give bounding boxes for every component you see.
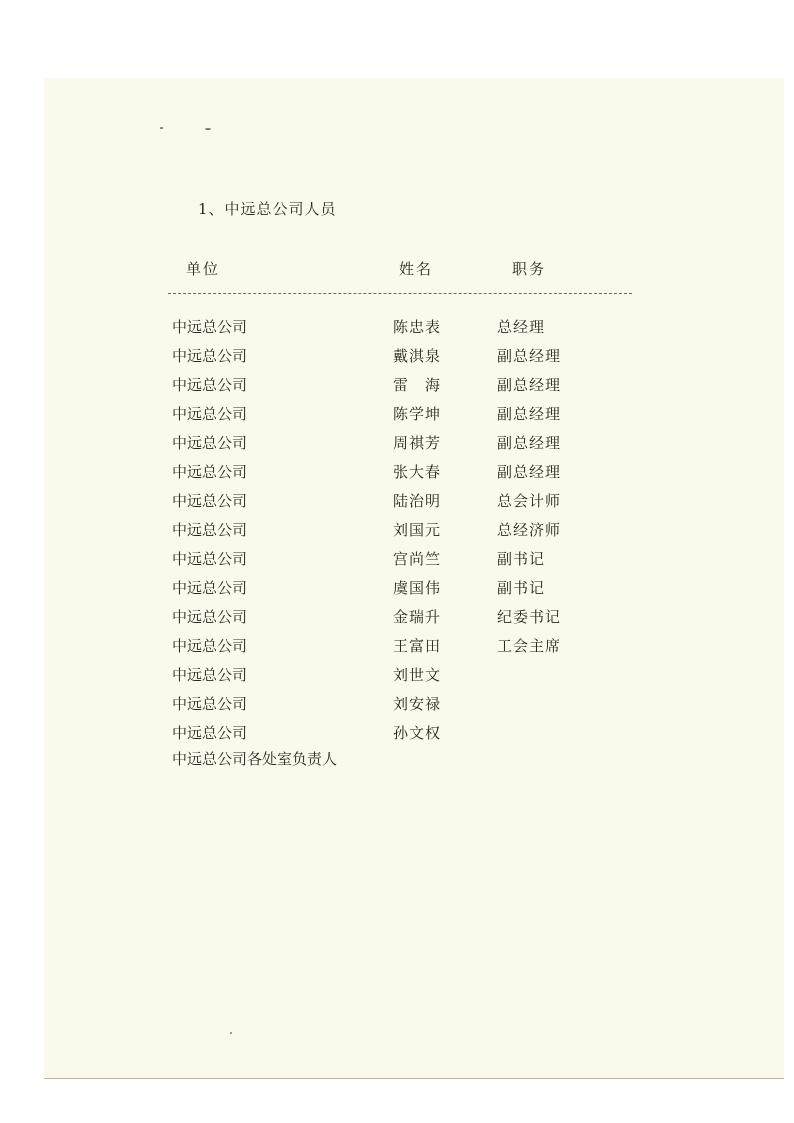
table-row (0, 403, 794, 432)
table-row (0, 490, 794, 519)
column-header-unit: 单位 (186, 260, 221, 278)
table-row (0, 316, 794, 345)
unit-cell: 中远总公司 (172, 608, 248, 626)
name-cell: 周祺芳 (393, 434, 442, 452)
title-cell: 总经济师 (497, 521, 562, 539)
scan-speck (230, 1032, 232, 1034)
unit-cell: 中远总公司 (172, 521, 248, 539)
name-cell: 戴淇泉 (393, 347, 442, 365)
table-row (0, 374, 794, 403)
footer-line: 中远总公司各处室负责人 (172, 750, 338, 768)
header-divider (168, 293, 632, 294)
name-cell: 虞国伟 (393, 579, 442, 597)
unit-cell: 中远总公司 (172, 376, 248, 394)
name-cell: 刘安禄 (393, 695, 442, 713)
unit-cell: 中远总公司 (172, 579, 248, 597)
unit-cell: 中远总公司 (172, 318, 248, 336)
name-cell: 孙文权 (393, 724, 442, 742)
name-cell: 陈忠表 (393, 318, 442, 336)
unit-cell: 中远总公司 (172, 637, 248, 655)
column-header-title: 职务 (512, 260, 547, 278)
table-row (0, 722, 794, 751)
name-cell: 刘国元 (393, 521, 442, 539)
title-cell: 副总经理 (497, 376, 562, 394)
table-row (0, 548, 794, 577)
unit-cell: 中远总公司 (172, 550, 248, 568)
title-cell: 副总经理 (497, 434, 562, 452)
unit-cell: 中远总公司 (172, 405, 248, 423)
title-cell: 副总经理 (497, 463, 562, 481)
name-cell: 刘世文 (393, 666, 442, 684)
title-cell: 副总经理 (497, 347, 562, 365)
unit-cell: 中远总公司 (172, 347, 248, 365)
unit-cell: 中远总公司 (172, 492, 248, 510)
name-cell: 宫尚竺 (393, 550, 442, 568)
title-cell: 总经理 (497, 318, 546, 336)
table-row (0, 664, 794, 693)
table-row (0, 693, 794, 722)
name-cell: 雷 海 (393, 376, 442, 394)
table-row (0, 635, 794, 664)
table-row (0, 606, 794, 635)
title-cell: 副总经理 (497, 405, 562, 423)
table-row (0, 432, 794, 461)
column-header-name: 姓名 (399, 260, 434, 278)
table-row (0, 577, 794, 606)
name-cell: 陆治明 (393, 492, 442, 510)
table-row (0, 345, 794, 374)
name-cell: 张大春 (393, 463, 442, 481)
table-row (0, 519, 794, 548)
title-cell: 总会计师 (497, 492, 562, 510)
name-cell: 王富田 (393, 637, 442, 655)
section-heading: 1、中远总公司人员 (198, 200, 337, 218)
unit-cell: 中远总公司 (172, 666, 248, 684)
unit-cell: 中远总公司 (172, 463, 248, 481)
title-cell: 副书记 (497, 550, 546, 568)
name-cell: 金瑞升 (393, 608, 442, 626)
unit-cell: 中远总公司 (172, 695, 248, 713)
title-cell: 副书记 (497, 579, 546, 597)
unit-cell: 中远总公司 (172, 434, 248, 452)
title-cell: 纪委书记 (497, 608, 562, 626)
title-cell: 工会主席 (497, 637, 562, 655)
table-row (0, 461, 794, 490)
scan-speck (160, 127, 163, 129)
scan-speck (205, 128, 211, 130)
unit-cell: 中远总公司 (172, 724, 248, 742)
name-cell: 陈学坤 (393, 405, 442, 423)
